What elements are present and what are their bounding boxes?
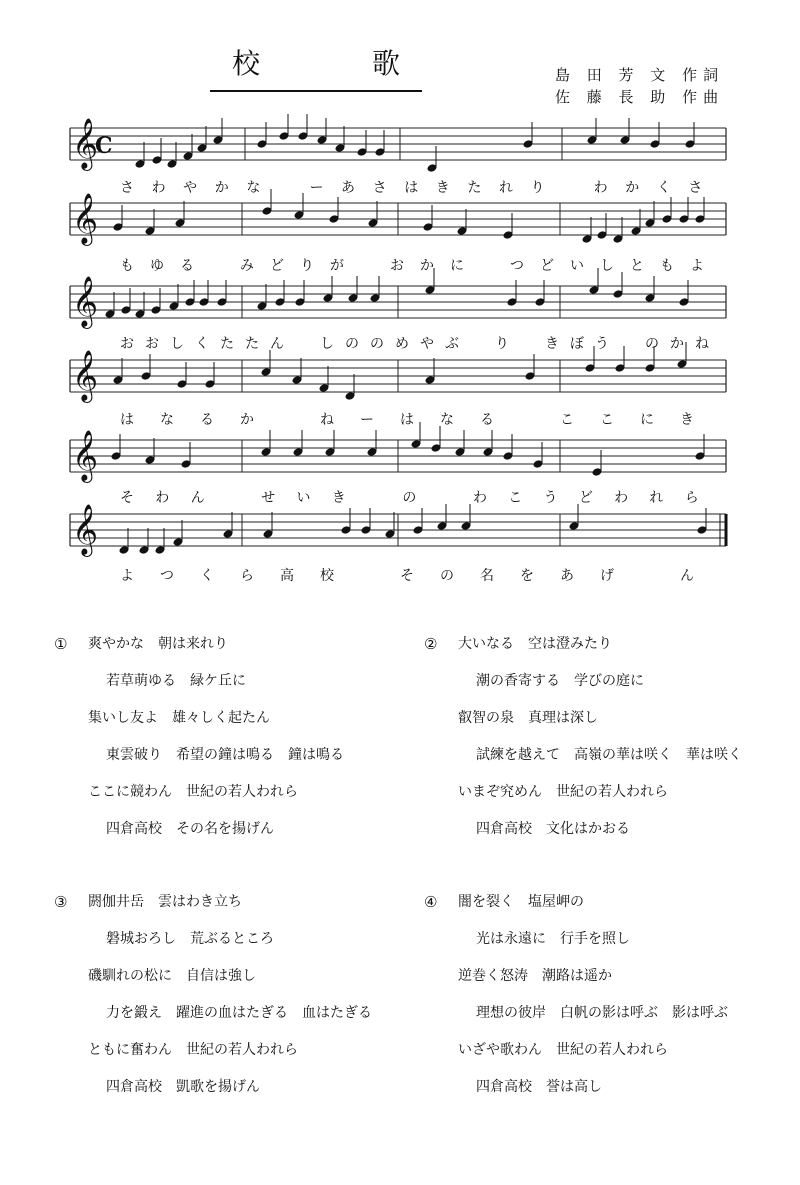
verse-line: 四倉高校 文化はかおる (476, 821, 630, 837)
lyric-syllable: ん (270, 336, 284, 352)
verse-line: 大いなる 空は澄みたり (458, 636, 612, 652)
verse-3 (54, 884, 372, 1106)
lyric-syllable: し (320, 336, 334, 352)
lyric-syllable: ら (240, 568, 254, 584)
verse-line: 閼伽井岳 雲はわき立ち (88, 894, 242, 910)
lyric-syllable: の (370, 336, 384, 352)
lyric-syllable: 校 (320, 568, 334, 584)
lyric-syllable: よ (120, 568, 134, 584)
lyric-syllable: き (331, 490, 346, 506)
verse-line: 集いし友よ 雄々しく起たん (88, 710, 270, 726)
lyric-syllable: お (145, 336, 159, 352)
lyric-syllable: う (595, 336, 609, 352)
lyric-syllable: に (640, 412, 654, 428)
lyric-syllable: の (345, 336, 359, 352)
lyric-syllable: も (120, 258, 134, 274)
lyric-syllable: お (390, 258, 404, 274)
lyric-syllable: ら (684, 490, 699, 506)
lyric-syllable: そ (120, 490, 134, 506)
composer-credit: 佐 藤 長 助 作曲 (555, 88, 725, 106)
lyric-syllable: あ (341, 180, 356, 196)
verse-line: 四倉高校 誉は高し (476, 1079, 602, 1095)
lyric-syllable: お (120, 336, 134, 352)
lyric-syllable: き (435, 180, 450, 196)
lyric-syllable: ね (320, 412, 334, 428)
lyricist-credit: 島 田 芳 文 作詞 (555, 66, 725, 84)
lyric-syllable: し (600, 258, 614, 274)
lyric-syllable: め (395, 336, 409, 352)
lyric-syllable: わ (151, 180, 166, 196)
treble-clef-icon: 𝄞 (72, 118, 99, 169)
lyric-syllable: き (680, 412, 694, 428)
lyric-syllable: な (246, 180, 261, 196)
lyric-syllable: う (543, 490, 558, 506)
lyric-syllable: ぶ (445, 336, 459, 352)
lyric-syllable: ぼ (570, 336, 584, 352)
lyric-syllable: と (630, 258, 644, 274)
lyric-syllable: り (530, 180, 545, 196)
lyric-syllable: く (200, 568, 214, 584)
lyric-syllable: わ (614, 490, 629, 506)
verse-line: ここに競わん 世紀の若人われら (88, 784, 298, 800)
lyric-syllable: わ (155, 490, 170, 506)
lyric-syllable: は (400, 412, 414, 428)
verse-number: ④ (424, 893, 438, 911)
treble-clef-icon: 𝄞 (72, 276, 99, 327)
lyric-syllable: わ (593, 180, 608, 196)
lyric-syllable: る (180, 258, 194, 274)
lyric-syllable: に (450, 258, 464, 274)
verse-line: 潮の香寄する 学びの庭に (476, 673, 644, 689)
lyric-syllable: を (520, 568, 534, 584)
lyric-syllable: な (440, 412, 454, 428)
lyric-syllable: か (240, 412, 254, 428)
lyric-syllable: る (200, 412, 214, 428)
lyric-syllable: ー (360, 412, 374, 428)
lyric-syllable: ど (540, 258, 554, 274)
verse-1 (54, 626, 344, 848)
verse-line: 四倉高校 凱歌を揚げん (106, 1079, 260, 1095)
lyric-syllable: ん (190, 490, 205, 506)
lyric-syllable: や (420, 336, 434, 352)
lyric-syllable: ー (309, 180, 324, 196)
title-char-2: 歌 (371, 47, 400, 80)
lyric-syllable: る (480, 412, 494, 428)
lyric-syllable: い (296, 490, 311, 506)
verse-line: 磐城おろし 荒ぶるところ (106, 931, 274, 947)
verse-line: 逆巻く怒涛 潮路は遥か (458, 968, 612, 984)
lyric-syllable: ゆ (150, 258, 164, 274)
lyric-syllable: さ (688, 180, 703, 196)
lyric-syllable: そ (400, 568, 414, 584)
treble-clef-icon: 𝄞 (72, 193, 99, 244)
lyric-syllable: ん (680, 568, 694, 584)
lyric-syllable: つ (160, 568, 174, 584)
treble-clef-icon: 𝄞 (72, 504, 99, 555)
verse-number: ③ (54, 893, 68, 911)
verse-number: ① (54, 635, 68, 653)
verse-line: 理想の彼岸 白帆の影は呼ぶ 影は呼ぶ (476, 1005, 728, 1021)
lyric-syllable: た (245, 336, 259, 352)
verse-line: 叡智の泉 真理は深し (458, 710, 598, 726)
lyric-syllable: ど (270, 258, 284, 274)
lyric-syllable: の (402, 490, 417, 506)
lyric-syllable: は (120, 412, 134, 428)
lyric-syllable: せ (261, 490, 276, 506)
lyric-syllable: な (160, 412, 174, 428)
lyric-syllable: か (420, 258, 434, 274)
lyric-syllable: や (183, 180, 198, 196)
verse-number: ② (424, 635, 438, 653)
lyric-syllable: い (570, 258, 584, 274)
lyric-syllable: こ (560, 412, 574, 428)
lyric-syllable: の (645, 336, 659, 352)
lyric-syllable: り (300, 258, 314, 274)
lyric-syllable: は (404, 180, 419, 196)
time-signature: C (95, 133, 113, 159)
verse-line: 四倉高校 その名を揚げん (106, 821, 274, 837)
lyric-syllable: た (220, 336, 234, 352)
title-char-1: 校 (232, 47, 261, 80)
lyric-syllable: み (240, 258, 254, 274)
lyric-syllable: く (195, 336, 209, 352)
lyric-syllable: ど (578, 490, 593, 506)
verse-line: 光は永遠に 行手を照し (476, 931, 630, 947)
lyric-syllable: ね (695, 336, 709, 352)
lyric-syllable: こ (600, 412, 614, 428)
lyric-syllable: し (170, 336, 184, 352)
verse-line: いざや歌わん 世紀の若人われら (458, 1042, 668, 1058)
lyric-syllable: つ (510, 258, 524, 274)
treble-clef-icon: 𝄞 (72, 430, 99, 481)
lyric-syllable: も (660, 258, 674, 274)
lyric-syllable: 名 (480, 568, 494, 584)
verse-line: 試練を越えて 高嶺の華は咲く 華は咲く (476, 747, 742, 763)
verse-line: 東雲破り 希望の鐘は鳴る 鐘は鳴る (106, 747, 344, 763)
lyric-syllable: げ (600, 568, 614, 584)
verse-4 (424, 884, 728, 1106)
verse-line: 闇を裂く 塩屋岬の (458, 894, 584, 910)
verse-line: 爽やかな 朝は来れり (88, 636, 228, 652)
lyric-syllable: た (467, 180, 482, 196)
verse-line: ともに奮わん 世紀の若人われら (88, 1042, 298, 1058)
lyric-syllable: れ (498, 180, 513, 196)
lyric-syllable: き (545, 336, 559, 352)
lyric-syllable: か (214, 180, 229, 196)
verse-line: いまぞ究めん 世紀の若人われら (458, 784, 668, 800)
lyric-syllable: こ (508, 490, 523, 506)
verse-2 (424, 626, 742, 848)
verse-line: 力を鍛え 躍進の血はたぎる 血はたぎる (106, 1005, 372, 1021)
verse-line: 磯馴れの松に 自信は強し (88, 968, 256, 984)
lyric-syllable: か (670, 336, 684, 352)
lyric-syllable: 高 (280, 568, 294, 584)
lyric-syllable: り (495, 336, 509, 352)
lyric-syllable: く (656, 180, 671, 196)
lyric-syllable: か (625, 180, 640, 196)
lyric-syllable: れ (649, 490, 664, 506)
lyric-syllable: の (440, 568, 454, 584)
lyric-syllable: よ (690, 258, 704, 274)
treble-clef-icon: 𝄞 (72, 350, 99, 401)
lyric-syllable: さ (120, 180, 134, 196)
verse-line: 若草萌ゆる 緑ケ丘に (106, 673, 246, 689)
lyric-syllable: が (330, 258, 344, 274)
lyric-syllable: さ (372, 180, 387, 196)
lyric-syllable: あ (560, 568, 574, 584)
lyric-syllable: わ (472, 490, 487, 506)
